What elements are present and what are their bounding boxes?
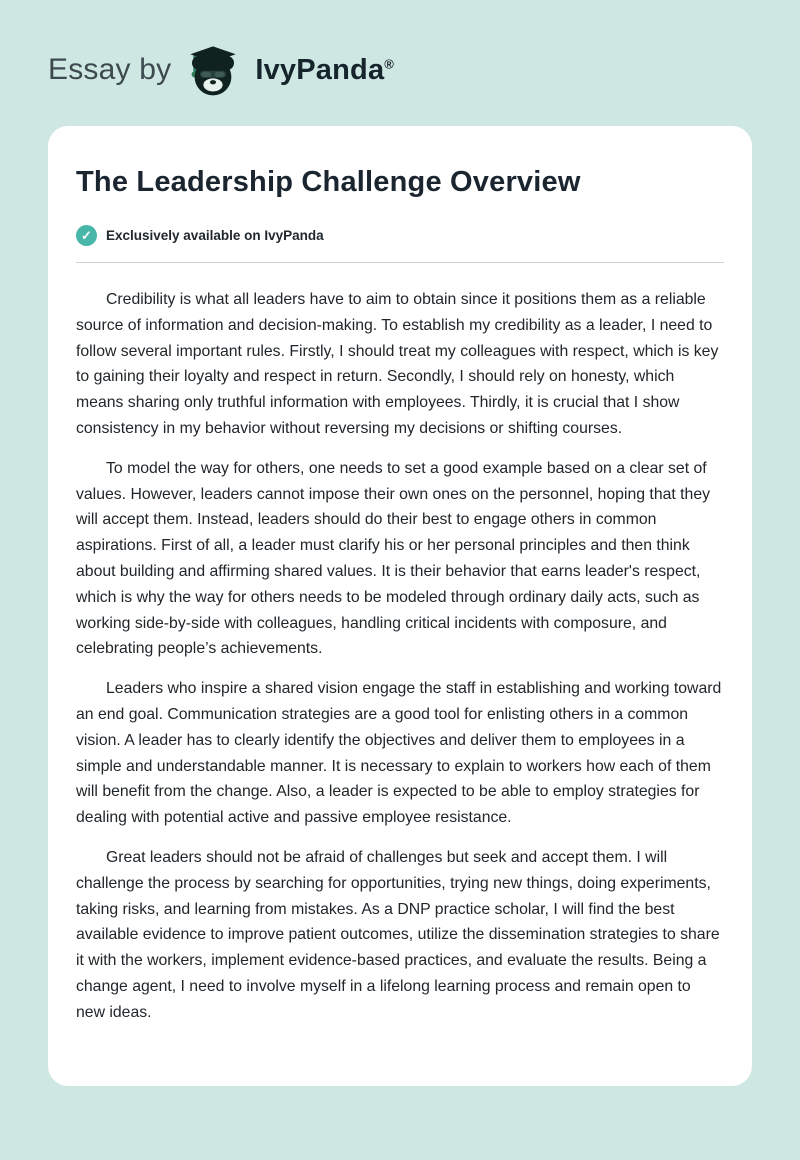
ivypanda-panda-logo-icon: [185, 42, 241, 98]
site-header: [0, 0, 800, 120]
exclusive-badge: [76, 225, 724, 246]
divider: [76, 262, 724, 263]
essay-paragraph-1: Credibility is what all leaders have to aim to obtain since it positions them as a reliable source of information and decision-making. To establish my credibility as a leader, I need to follow several important rules. Firstly, I should treat my colleagues with respect, which is key to gaining their loyalty and respect in return. Secondly, I should rely on honesty, which means sharing only truthful information with employees. Thirdly, it is crucial that I show consistency in my behavior without reversing my decisions or shifting courses.: [76, 291, 719, 437]
exclusive-text: Exclusively available on IvyPanda: [106, 228, 324, 243]
essay-paragraph-2: To model the way for others, one needs to set a good example based on a clear set of values. However, leaders cannot impose their own ones on the personnel, hoping that they will accept them. Instead, leaders should do their best to engage others in common aspirations. First of all, a leader must clarify his or her personal principles and then think about building and affirming shared values. It is their behavior that earns leader's respect, which is why the way for others needs to be modeled through ordinary daily acts, such as working side-by-side with colleagues, handling critical incidents with composure, and celebrating people’s achievements.: [76, 459, 711, 658]
essay-body: [76, 287, 724, 1026]
brand-name: [255, 54, 394, 87]
registered-mark: ®: [384, 55, 395, 71]
brand-text: IvyPanda: [255, 53, 385, 86]
check-icon: ✓: [76, 225, 97, 246]
essay-paragraph-4: Great leaders should not be afraid of challenges but seek and accept them. I will challenge the process by searching for opportunities, trying new things, doing experiments, taking risks, and learning from mistakes. As a DNP practice scholar, I will find the best available evidence to improve patient outcomes, utilize the dissemination strategies to share it with the workers, implement evidence-based practices, and evaluate the results. Being a change agent, I need to involve myself in a lifelong learning process and remain open to new ideas.: [76, 848, 720, 1021]
essay-paragraph-3: Leaders who inspire a shared vision engage the staff in establishing and working toward an end goal. Communication strategies are a good tool for enlisting others in a common vision. A leader has to clearly identify the objectives and deliver them to employees in a simple and understandable manner. It is necessary to explain to workers how each of them will benefit from the change. Also, a leader is expected to be able to employ strategies for dealing with potential active and passive employee resistance.: [76, 680, 722, 827]
page-title: The Leadership Challenge Overview: [76, 166, 581, 198]
essay-card: [48, 126, 752, 1086]
essay-by-label: Essay by: [48, 53, 172, 86]
